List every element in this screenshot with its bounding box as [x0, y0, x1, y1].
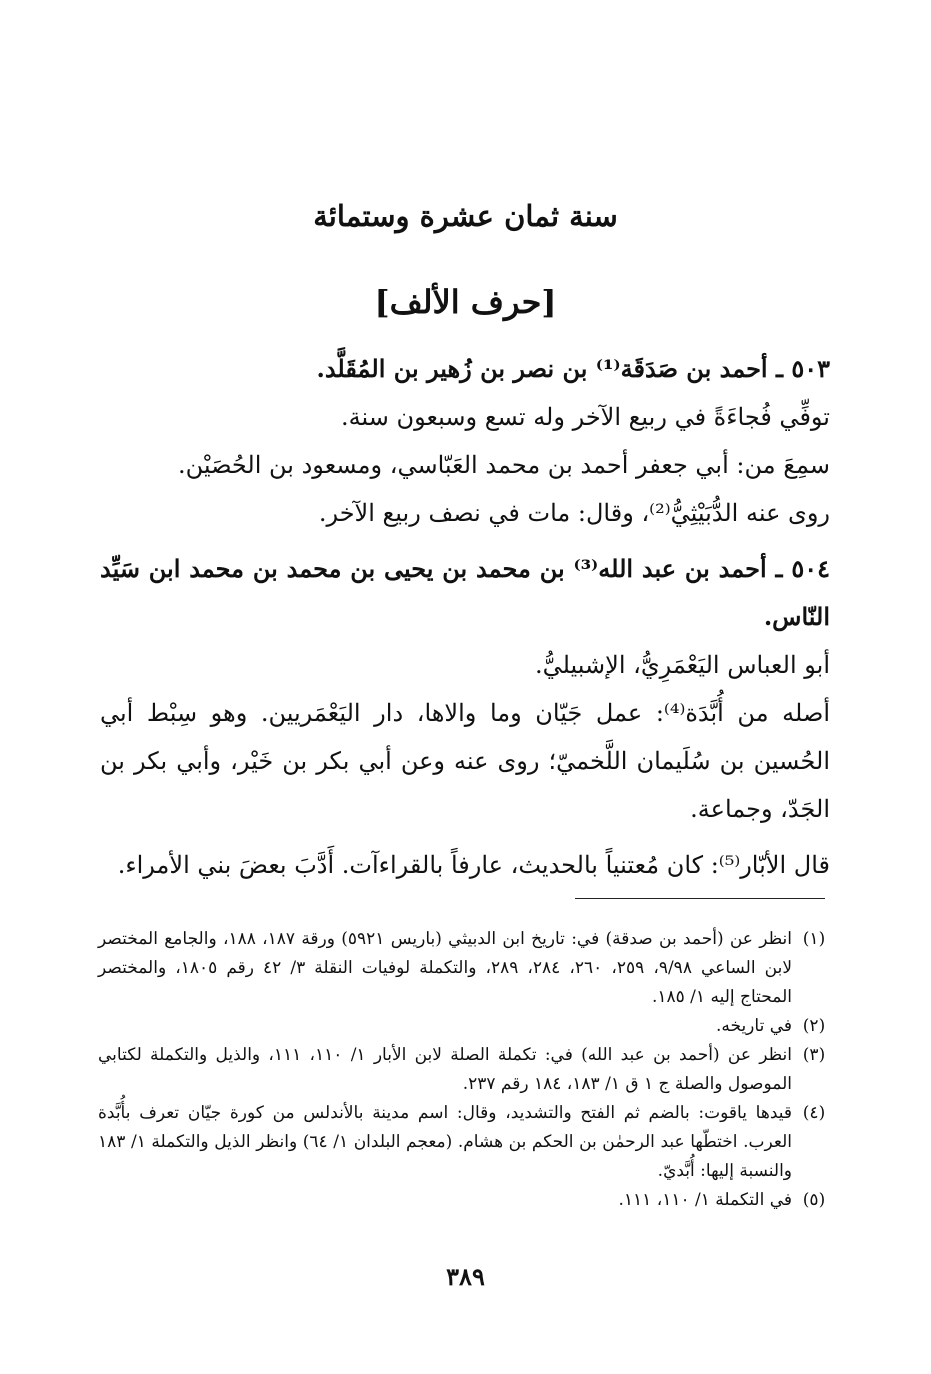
main-text: [100, 345, 830, 889]
footnote-text: قيدها ياقوت: بالضم ثم الفتح والتشديد، وقال: اسم مدينة بالأندلس من كورة جيّان تعرف بأُبَّدة العرب. اختطّها عبد الرحمٰن بن الحكم بن هشام. (معجم البلدان ١/ ٦٤) وانظر الذيل والتكملة ١/ ١٨٣ والنسبة إليها: أُبَّديّ.: [98, 1103, 792, 1181]
entry-503-heading: ٥٠٣ ـ أحمد بن صَدَقَة⁽¹⁾ بن نصر بن زُهير بن المُقَلَّد.: [316, 354, 830, 383]
footnote-number: (٣): [802, 1045, 826, 1065]
footnote-text: في تاريخه.: [715, 1016, 792, 1036]
footnote-text: انظر عن (أحمد بن صدقة) في: تاريخ ابن الدبيثي (باريس ٥٩٢١) ورقة ١٨٧، ١٨٨، والجامع المختصر لابن الساعي ٩/٩٨، ٢٥٩، ٢٦٠، ٢٨٤، ٢٨٩، والتكملة لوفيات النقلة ٣/ ٤٢ رقم ١٨٠٥، والمختصر المحتاج إليه ١/ ١٨٥.: [98, 929, 793, 1007]
footnote: [98, 1186, 836, 1215]
entry-503-line-teachers: سمِعَ من: أبي جعفر أحمد بن محمد العَبّاسي، ومسعود بن الحُصَيْن.: [177, 451, 830, 479]
footnote: [98, 1012, 836, 1041]
year-title: سنة ثمان عشرة وستمائة: [313, 199, 618, 233]
entry-504-line-abbar: قال الأبّار⁽⁵⁾: كان مُعتنياً بالحديث، عارفاً بالقراءآت. أَدَّبَ بعضَ بني الأمراء.: [117, 851, 830, 879]
footnote-text: في التكملة ١/ ١١٠، ١١١.: [618, 1190, 792, 1210]
footnote: [98, 1099, 836, 1186]
entry-503-line-death: توفِّي فُجاءَةً في ربيع الآخر وله تسع وسبعون سنة.: [341, 403, 830, 431]
footnote: [98, 925, 836, 1012]
footnote-number: (٥): [802, 1190, 826, 1210]
entry-504-line-kunya: أبو العباس اليَعْمَرِيُّ، الإشبيليُّ.: [534, 651, 830, 679]
footnote: [98, 1041, 836, 1099]
footnote-number: (٤): [802, 1103, 826, 1123]
entry-504-heading: ٥٠٤ ـ أحمد بن عبد الله⁽³⁾ بن محمد بن يحيى بن محمد بن محمد ابن سَيِّد النّاس.: [100, 554, 830, 631]
entry-503-line-narrator: روى عنه الدُّبَيْثِيُّ⁽²⁾، وقال: مات في نصف ربيع الآخر.: [318, 499, 830, 527]
entry-504-line-origin: أصله من أُبَّدَة⁽⁴⁾: عمل جَيّان وما والاها، دار اليَعْمَريين. وهو سِبْط أبي الحُسين بن سُلَيمان اللَّخميّ؛ روى عنه وعن أبي بكر بن خَيْر، وأبي بكر بن الجَدّ، وجماعة.: [100, 699, 830, 823]
page-number: ٣٨٩: [446, 1262, 485, 1291]
footnotes: [98, 925, 836, 1215]
footnote-separator: [575, 898, 825, 899]
footnote-number: (٢): [802, 1016, 826, 1036]
footnote-text: انظر عن (أحمد بن عبد الله) في: تكملة الصلة لابن الأبار ١/ ١١٠، ١١١، والذيل والتكملة لكتابي الموصول والصلة ج ١ ق ١/ ١٨٣، ١٨٤ رقم ٢٣٧.: [98, 1045, 792, 1094]
section-title: [حرف الألف]: [374, 283, 557, 321]
footnote-number: (١): [802, 929, 826, 949]
